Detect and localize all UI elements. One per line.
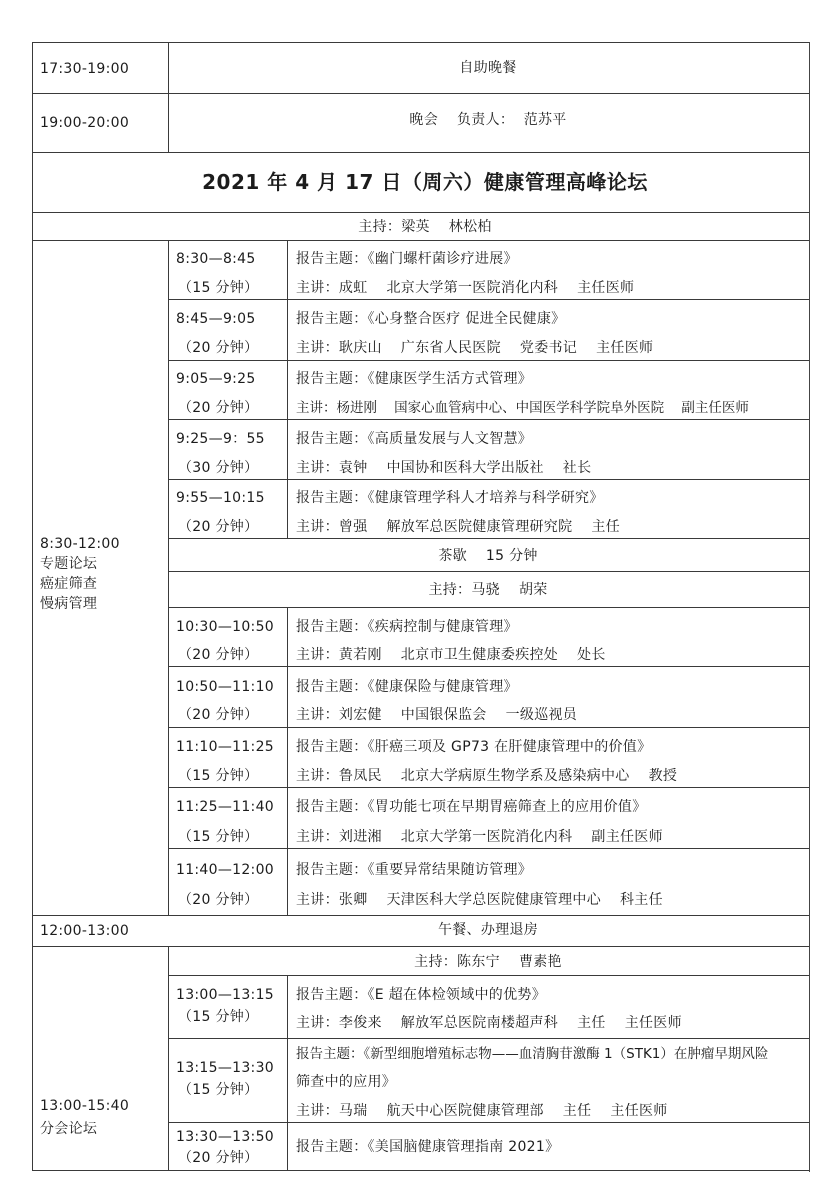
talk-time: 13:30—13:50	[176, 1129, 274, 1145]
talk-time: 11:25—11:40	[176, 799, 274, 815]
talk-time: 8:30—8:45	[176, 251, 256, 267]
row-divider	[168, 360, 809, 361]
content-cell: 自助晚餐	[459, 60, 517, 76]
talk-topic: 报告主题：《心身整合医疗 促进全民健康》	[296, 311, 566, 327]
row-divider	[168, 1122, 809, 1123]
col-divider	[168, 946, 169, 1170]
row-divider	[168, 419, 809, 420]
talk-duration: （20 分钟）	[178, 892, 259, 908]
row-divider	[168, 727, 809, 728]
session-time: 13:00-15:40	[40, 1098, 130, 1114]
talk-topic: 报告主题：《新型细胞增殖标志物——血清胸苷激酶 1（STK1）在肿瘤早期风险	[296, 1046, 769, 1062]
talk-duration: （15 分钟）	[178, 768, 259, 784]
talk-speaker: 主讲：黄若刚 北京市卫生健康委疾控处 处长	[296, 647, 606, 663]
talk-topic: 报告主题：《高质量发展与人文智慧》	[296, 431, 533, 447]
row-divider	[168, 299, 809, 300]
col-divider	[287, 607, 288, 915]
host-label: 主持：马骁 胡荣	[428, 582, 548, 598]
talk-duration: （15 分钟）	[178, 1082, 259, 1098]
content-cell: 午餐、办理退房	[437, 922, 539, 938]
col-divider	[287, 240, 288, 538]
row-divider	[168, 479, 809, 480]
talk-duration: （15 分钟）	[178, 280, 259, 296]
talk-topic: 报告主题：《肝癌三项及 GP73 在肝健康管理中的价值》	[296, 739, 652, 755]
talk-speaker: 主讲：耿庆山 广东省人民医院 党委书记 主任医师	[296, 340, 654, 356]
host-label: 主持：梁英 林松柏	[358, 219, 492, 235]
talk-duration: （20 分钟）	[178, 519, 259, 535]
session-name: 癌症筛查	[40, 576, 98, 592]
talk-topic: 报告主题：《健康管理学科人才培养与科学研究》	[296, 490, 604, 506]
talk-duration: （30 分钟）	[178, 460, 259, 476]
talk-duration: （15 分钟）	[178, 1009, 259, 1025]
talk-time: 10:30—10:50	[176, 619, 274, 635]
talk-time: 8:45—9:05	[176, 311, 256, 327]
time-cell: 17:30-19:00	[40, 61, 130, 77]
table-border-bottom	[32, 1170, 809, 1171]
row-divider	[32, 93, 809, 94]
col-divider	[287, 975, 288, 1170]
talk-speaker: 主讲：袁钟 中国协和医科大学出版社 社长	[296, 460, 592, 476]
agenda-table	[32, 42, 810, 1172]
talk-topic: 报告主题：《重要异常结果随访管理》	[296, 862, 533, 878]
talk-topic: 报告主题：《健康保险与健康管理》	[296, 679, 518, 695]
talk-topic-continued: 筛查中的应用》	[296, 1074, 397, 1090]
col-divider	[168, 42, 169, 152]
talk-duration: （20 分钟）	[178, 340, 259, 356]
row-divider	[32, 240, 809, 241]
table-border-top	[32, 42, 809, 43]
talk-topic: 报告主题：《疾病控制与健康管理》	[296, 619, 518, 635]
time-cell: 12:00-13:00	[40, 923, 130, 939]
talk-speaker: 主讲：马瑞 航天中心医院健康管理部 主任 主任医师	[296, 1103, 668, 1119]
session-time: 8:30-12:00	[40, 536, 120, 552]
talk-time: 13:00—13:15	[176, 987, 274, 1003]
talk-speaker: 主讲：成虹 北京大学第一医院消化内科 主任医师	[296, 280, 635, 296]
talk-time: 11:40—12:00	[176, 862, 274, 878]
talk-speaker: 主讲：李俊来 解放军总医院南楼超声科 主任 主任医师	[296, 1015, 682, 1031]
table-border-left	[32, 42, 33, 1171]
talk-speaker: 主讲：刘进湘 北京大学第一医院消化内科 副主任医师	[296, 829, 663, 845]
row-divider	[168, 975, 809, 976]
row-divider	[168, 607, 809, 608]
row-divider	[32, 152, 809, 153]
row-divider	[168, 571, 809, 572]
talk-speaker: 主讲：张卿 天津医科大学总医院健康管理中心 科主任	[296, 892, 663, 908]
talk-speaker: 主讲：刘宏健 中国银保监会 一级巡视员	[296, 707, 578, 723]
talk-topic: 报告主题：《美国脑健康管理指南 2021》	[296, 1139, 560, 1155]
session-name: 分会论坛	[40, 1121, 98, 1137]
talk-time: 9:05—9:25	[176, 371, 256, 387]
talk-time: 9:55—10:15	[176, 490, 265, 506]
row-divider	[32, 946, 809, 947]
session-name: 专题论坛	[40, 556, 98, 572]
talk-time: 13:15—13:30	[176, 1060, 274, 1076]
talk-topic: 报告主题：《健康医学生活方式管理》	[296, 371, 533, 387]
row-divider	[32, 212, 809, 213]
page-title: 2021 年 4 月 17 日（周六）健康管理高峰论坛	[202, 170, 648, 194]
host-label: 主持：陈东宁 曹素艳	[414, 954, 562, 970]
row-divider	[168, 787, 809, 788]
talk-topic: 报告主题：《E 超在体检领域中的优势》	[296, 987, 546, 1003]
talk-duration: （15 分钟）	[178, 829, 259, 845]
row-divider	[168, 1038, 809, 1039]
row-divider	[168, 848, 809, 849]
talk-time: 9:25—9：55	[176, 431, 265, 447]
talk-speaker: 主讲：杨进刚 国家心血管病中心、中国医学科学院阜外医院 副主任医师	[296, 400, 749, 416]
talk-topic: 报告主题：《胃功能七项在早期胃癌筛查上的应用价值》	[296, 799, 647, 815]
talk-time: 11:10—11:25	[176, 739, 274, 755]
row-divider	[32, 915, 809, 916]
col-divider	[168, 240, 169, 915]
talk-topic: 报告主题：《幽门螺杆菌诊疗进展》	[296, 251, 518, 267]
row-divider	[168, 538, 809, 539]
break-row: 茶歇 15 分钟	[438, 548, 538, 564]
talk-duration: （20 分钟）	[178, 400, 259, 416]
time-cell: 19:00-20:00	[40, 115, 130, 131]
talk-time: 10:50—11:10	[176, 679, 274, 695]
talk-duration: （20 分钟）	[178, 1150, 259, 1166]
talk-duration: （20 分钟）	[178, 707, 259, 723]
talk-duration: （20 分钟）	[178, 647, 259, 663]
content-cell: 晚会 负责人： 范苏平	[409, 112, 567, 128]
row-divider	[168, 666, 809, 667]
talk-speaker: 主讲：鲁凤民 北京大学病原生物学系及感染病中心 教授	[296, 768, 678, 784]
session-name: 慢病管理	[40, 596, 98, 612]
talk-speaker: 主讲：曾强 解放军总医院健康管理研究院 主任	[296, 519, 620, 535]
